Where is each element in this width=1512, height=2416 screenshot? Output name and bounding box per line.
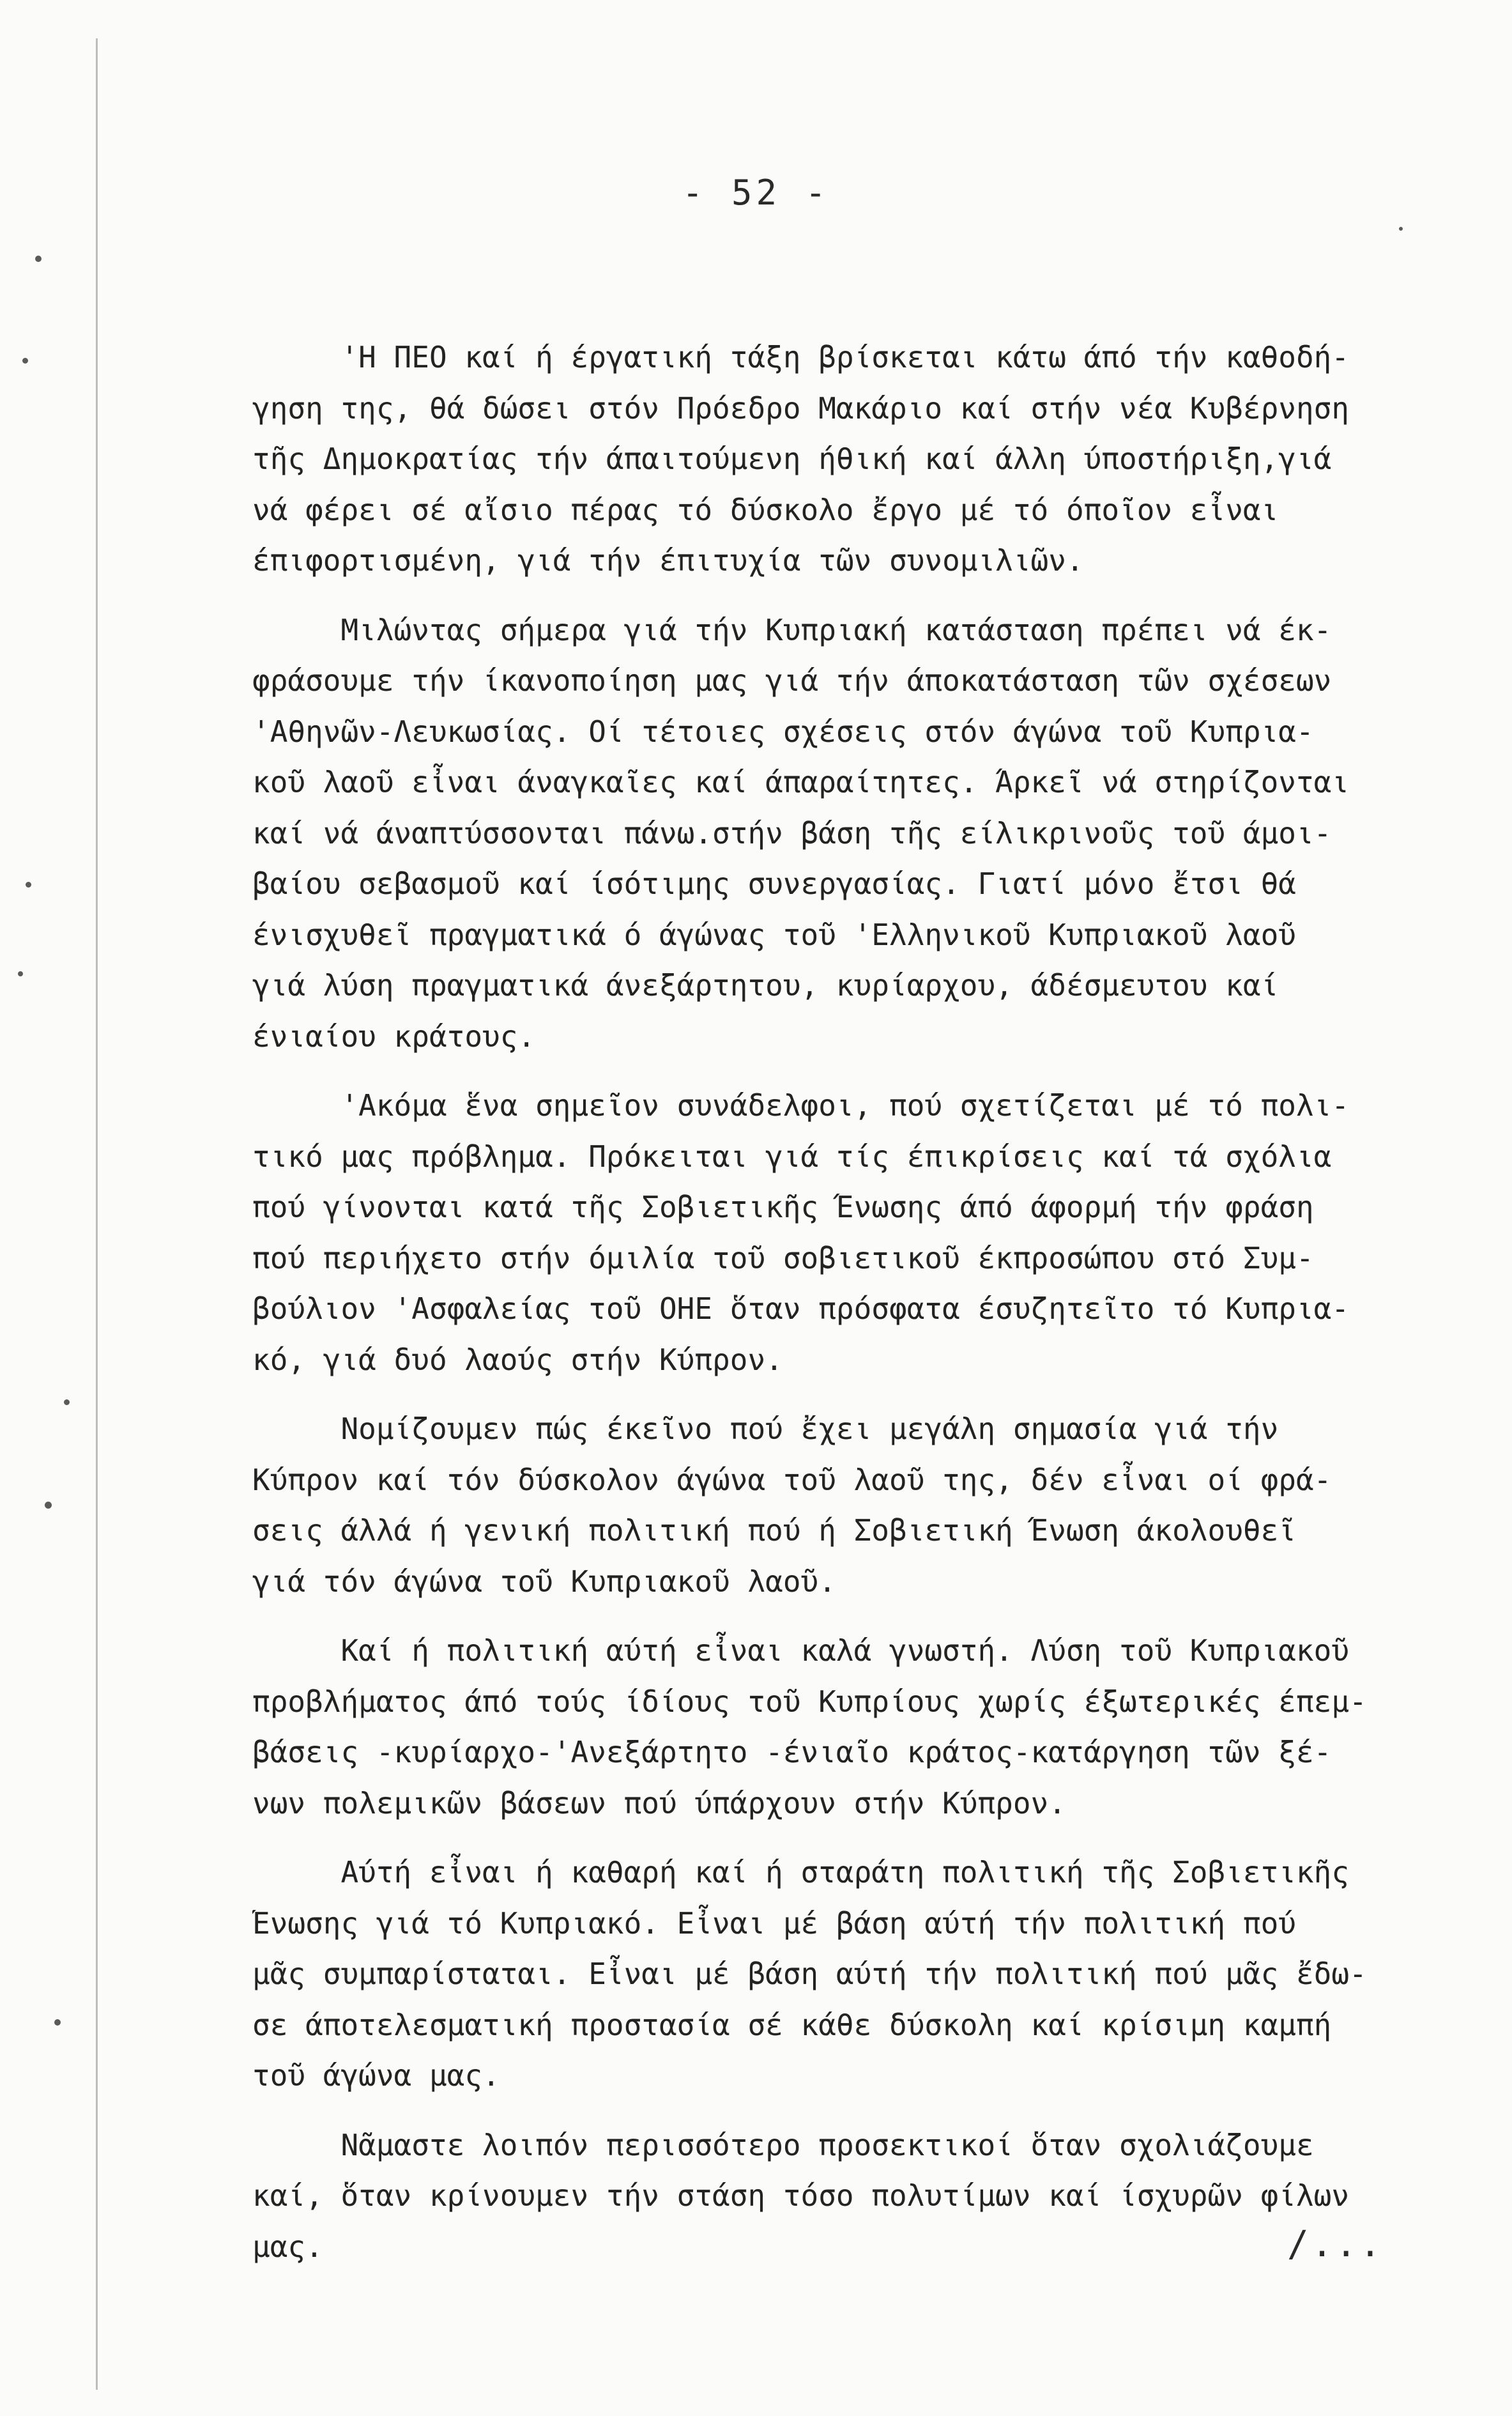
text-line: 'Η ΠΕΟ καί ή έργατική τάξη βρίσκεται κάτω άπό τήν καθοδή- xyxy=(252,340,1350,374)
scan-speck xyxy=(18,971,23,976)
text-line: μᾶς συμπαρίσταται. Εἶναι μέ βάση αύτή τήν πολιτική πού μᾶς ἔδω- xyxy=(252,1957,1367,1991)
paragraph-2 xyxy=(252,605,1453,1063)
text-line: κοῦ λαοῦ εἶναι άναγκαῖες καί άπαραίτητες. Άρκεῖ νά στηρίζονται xyxy=(252,765,1350,799)
text-line: νά φέρει σέ αἴσιο πέρας τό δύσκολο ἔργο μέ τό όποῖον εἶναι xyxy=(252,492,1279,527)
text-line: Νᾶμαστε λοιπόν περισσότερο προσεκτικοί ὅταν σχολιάζουμε xyxy=(252,2127,1314,2162)
text-line: σεις άλλά ή γενική πολιτική πού ή Σοβιετική Ένωση άκολουθεῖ xyxy=(252,1513,1296,1548)
scan-speck xyxy=(54,2019,61,2026)
scan-speck xyxy=(1399,227,1403,231)
text-line: Νομίζουμεν πώς έκεῖνο πού ἔχει μεγάλη σημασία γιά τήν xyxy=(252,1412,1279,1446)
paragraph-3 xyxy=(252,1081,1453,1385)
text-line: βαίου σεβασμοῦ καί ίσότιμης συνεργασίας. Γιατί μόνο ἔτσι θά xyxy=(252,866,1296,901)
text-line: γηση της, θά δώσει στόν Πρόεδρο Μακάριο καί στήν νέα Κυβέρνηση xyxy=(252,390,1350,426)
text-line: προβλήματος άπό τούς ίδίους τοῦ Κυπρίους χωρίς έξωτερικές έπεμ- xyxy=(252,1684,1367,1719)
text-line: τοῦ άγώνα μας. xyxy=(252,2058,500,2093)
text-line: βάσεις -κυρίαρχο-'Ανεξάρτητο -ένιαῖο κράτος-κατάργηση τῶν ξέ- xyxy=(252,1735,1332,1769)
text-line: Καί ή πολιτική αύτή εἶναι καλά γνωστή. Λύση τοῦ Κυπριακοῦ xyxy=(252,1633,1350,1668)
text-line: σε άποτελεσματική προστασία σέ κάθε δύσκολη καί κρίσιμη καμπή xyxy=(252,2007,1332,2042)
text-line: Αύτή εἶναι ή καθαρή καί ή σταράτη πολιτική τῆς Σοβιετικῆς xyxy=(252,1855,1350,1889)
scan-speck xyxy=(35,256,42,262)
scan-speck xyxy=(45,1502,52,1509)
text-line: Κύπρον καί τόν δύσκολον άγώνα τοῦ λαοῦ της, δέν εἶναι οί φρά- xyxy=(252,1462,1332,1497)
scan-speck xyxy=(22,358,28,364)
text-line: καί, ὅταν κρίνουμεν τήν στάση τόσο πολυτίμων καί ίσχυρῶν φίλων xyxy=(252,2178,1350,2213)
text-line: τῆς Δημοκρατίας τήν άπαιτούμενη ήθική καί άλλη ύποστήριξη,γιά xyxy=(252,442,1332,476)
continuation-mark: /... xyxy=(1287,2224,1384,2265)
paragraph-6 xyxy=(252,1847,1453,2102)
text-line: βούλιον 'Ασφαλείας τοῦ ΟΗΕ ὅταν πρόσφατα έσυζητεῖτο τό Κυπρια- xyxy=(252,1291,1350,1326)
text-line: 'Αθηνῶν-Λευκωσίας. Οί τέτοιες σχέσεις στόν άγώνα τοῦ Κυπρια- xyxy=(252,714,1314,749)
page-number: - 52 - xyxy=(682,173,830,213)
text-line: καί νά άναπτύσσονται πάνω.στήν βάση τῆς είλικρινοῦς τοῦ άμοι- xyxy=(252,815,1332,850)
scan-speck xyxy=(26,882,31,888)
paragraph-1 xyxy=(252,332,1453,587)
text-line: Ένωσης γιά τό Κυπριακό. Εἶναι μέ βάση αύτή τήν πολιτική πού xyxy=(252,1905,1296,1941)
left-margin-artifact xyxy=(96,38,98,2390)
text-line: πού περιήχετο στήν όμιλία τοῦ σοβιετικοῦ έκπροσώπου στό Συμ- xyxy=(252,1240,1314,1275)
paragraph-5 xyxy=(252,1626,1453,1829)
document-body xyxy=(252,332,1453,2291)
text-line: γιά λύση πραγματικά άνεξάρτητου, κυρίαρχου, άδέσμευτου καί xyxy=(252,968,1279,1003)
scan-speck xyxy=(64,1399,70,1405)
text-line: 'Ακόμα ἕνα σημεῖον συνάδελφοι, πού σχετίζεται μέ τό πολι- xyxy=(252,1088,1350,1123)
text-line: νων πολεμικῶν βάσεων πού ύπάρχουν στήν Κύπρον. xyxy=(252,1785,1066,1820)
text-line: τικό μας πρόβλημα. Πρόκειται γιά τίς έπικρίσεις καί τά σχόλια xyxy=(252,1139,1332,1174)
text-line: πού γίνονται κατά τῆς Σοβιετικῆς Ένωσης άπό άφορμή τήν φράση xyxy=(252,1190,1314,1224)
paragraph-7 xyxy=(252,2120,1453,2273)
text-line: κό, γιά δυό λαούς στήν Κύπρον. xyxy=(252,1342,783,1377)
text-line: μας. xyxy=(252,2229,323,2264)
text-line: Μιλώντας σήμερα γιά τήν Κυπριακή κατάσταση πρέπει νά έκ- xyxy=(252,612,1332,647)
paragraph-4 xyxy=(252,1404,1453,1607)
text-line: ένιαίου κράτους. xyxy=(252,1019,536,1054)
text-line: έπιφορτισμένη, γιά τήν έπιτυχία τῶν συνομιλιῶν. xyxy=(252,543,1084,578)
text-line: ένισχυθεῖ πραγματικά ό άγώνας τοῦ 'Ελληνικοῦ Κυπριακοῦ λαοῦ xyxy=(252,917,1296,952)
text-line: φράσουμε τήν ίκανοποίηση μας γιά τήν άποκατάσταση τῶν σχέσεων xyxy=(252,663,1332,698)
text-line: γιά τόν άγώνα τοῦ Κυπριακοῦ λαοῦ. xyxy=(252,1564,836,1599)
